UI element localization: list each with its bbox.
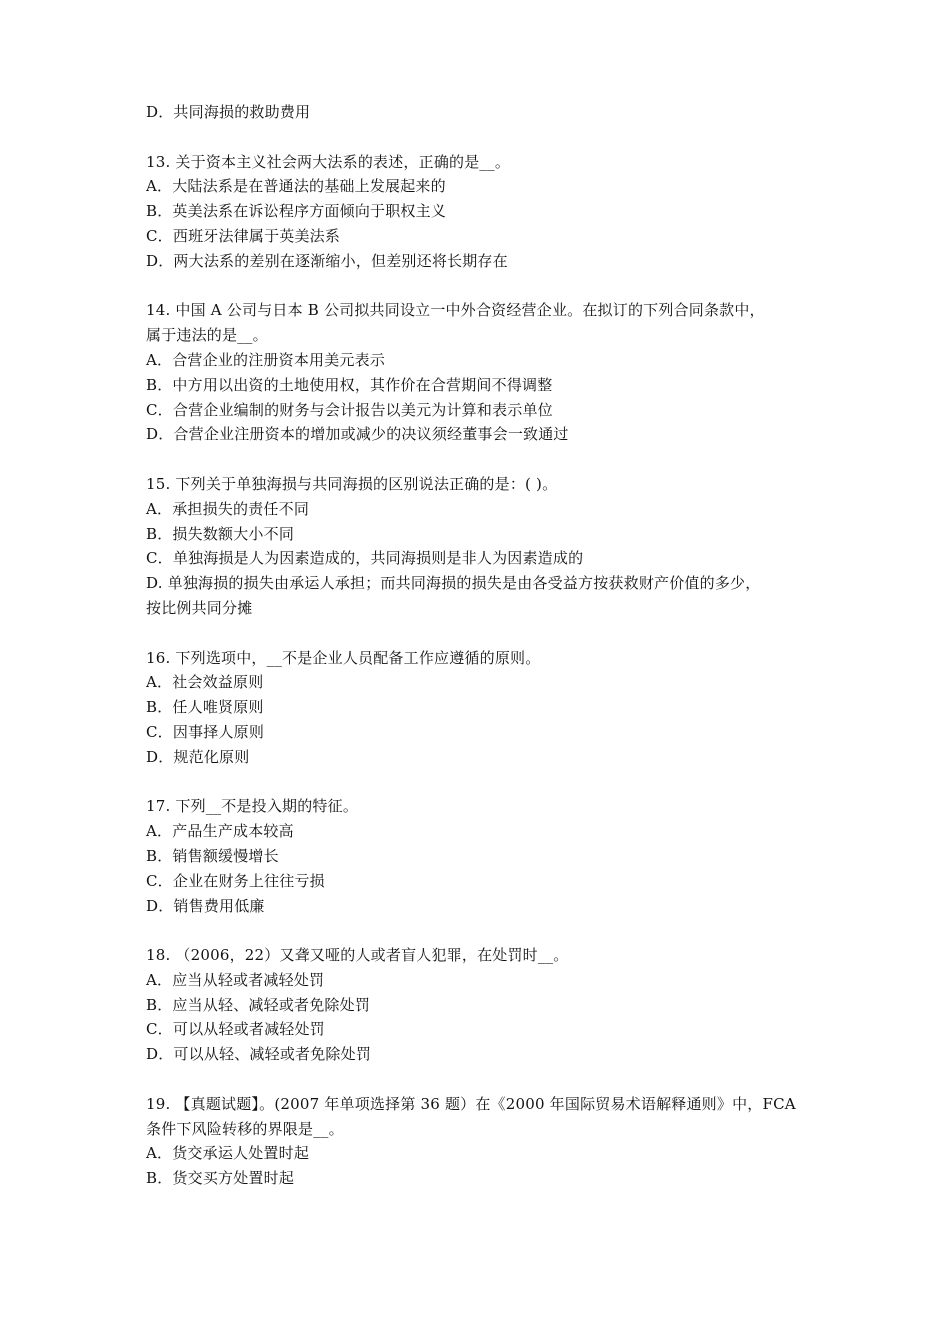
question-13 bbox=[146, 150, 816, 274]
option-d: D. 单独海损的损失由承运人承担；而共同海损的损失是由各受益方按获救财产价值的多少， bbox=[146, 574, 761, 593]
option-d: D．销售费用低廉 bbox=[146, 896, 265, 915]
option-d: D．两大法系的差别在逐渐缩小，但差别还将长期存在 bbox=[146, 251, 508, 270]
option-b: B．应当从轻、减轻或者免除处罚 bbox=[146, 995, 371, 1014]
spacer bbox=[146, 447, 816, 472]
option-a: A．货交承运人处置时起 bbox=[146, 1144, 310, 1163]
option-c: C．西班牙法律属于英美法系 bbox=[146, 226, 341, 245]
option-c: C．企业在财务上往往亏损 bbox=[146, 871, 325, 890]
spacer bbox=[146, 274, 816, 299]
spacer bbox=[146, 1067, 816, 1092]
question-text: 19. 【真题试题】。(2007 年单项选择第 36 题）在《2000 年国际贸易术语解释通则》中，FCA bbox=[146, 1094, 796, 1113]
question-18 bbox=[146, 943, 816, 1067]
option-a: A．承担损失的责任不同 bbox=[146, 499, 310, 518]
option-c: C．合营企业编制的财务与会计报告以美元为计算和表示单位 bbox=[146, 400, 553, 419]
option-a: A．合营企业的注册资本用美元表示 bbox=[146, 350, 386, 369]
option-c: C．单独海损是人为因素造成的，共同海损则是非人为因素造成的 bbox=[146, 549, 584, 568]
question-text: 18. （2006，22）又聋又哑的人或者盲人犯罪，在处罚时__。 bbox=[146, 946, 569, 965]
question-text-continued: 属于违法的是__。 bbox=[146, 326, 268, 345]
option-a: A．大陆法系是在普通法的基础上发展起来的 bbox=[146, 177, 446, 196]
option-c: C．因事择人原则 bbox=[146, 722, 265, 741]
spacer bbox=[146, 621, 816, 646]
option-d: D．可以从轻、减轻或者免除处罚 bbox=[146, 1045, 372, 1064]
document-page bbox=[146, 100, 816, 1191]
question-text: 15. 下列关于单独海损与共同海损的区别说法正确的是：( )。 bbox=[146, 474, 558, 493]
option-a: A．应当从轻或者减轻处罚 bbox=[146, 970, 325, 989]
question-text: 14. 中国 A 公司与日本 B 公司拟共同设立一中外合资经营企业。在拟订的下列合同条款中， bbox=[146, 301, 765, 320]
spacer bbox=[146, 918, 816, 943]
option-d-continued: 按比例共同分摊 bbox=[146, 598, 253, 617]
option-b: B．中方用以出资的土地使用权，其作价在合营期间不得调整 bbox=[146, 375, 553, 394]
option-a: A．社会效益原则 bbox=[146, 673, 264, 692]
question-text: 13. 关于资本主义社会两大法系的表述，正确的是__。 bbox=[146, 152, 511, 171]
question-text: 17. 下列__不是投入期的特征。 bbox=[146, 797, 359, 816]
option-b: B．英美法系在诉讼程序方面倾向于职权主义 bbox=[146, 202, 447, 221]
option-b: B．销售额缓慢增长 bbox=[146, 846, 279, 865]
question-17 bbox=[146, 794, 816, 918]
question-19 bbox=[146, 1092, 816, 1191]
option-b: B．任人唯贤原则 bbox=[146, 698, 264, 717]
option-c: C．可以从轻或者减轻处罚 bbox=[146, 1020, 325, 1039]
option-a: A．产品生产成本较高 bbox=[146, 822, 294, 841]
option-d: D．规范化原则 bbox=[146, 747, 250, 766]
option-b: B．货交买方处置时起 bbox=[146, 1169, 295, 1188]
question-15 bbox=[146, 472, 816, 621]
question-16 bbox=[146, 646, 816, 770]
option-b: B．损失数额大小不同 bbox=[146, 524, 295, 543]
option-d: D．合营企业注册资本的增加或减少的决议须经董事会一致通过 bbox=[146, 425, 569, 444]
question-text: 16. 下列选项中，__不是企业人员配备工作应遵循的原则。 bbox=[146, 648, 541, 667]
lead-option: D．共同海损的救助费用 bbox=[146, 103, 311, 121]
question-14 bbox=[146, 298, 816, 447]
spacer bbox=[146, 125, 816, 150]
question-text-continued: 条件下风险转移的界限是__。 bbox=[146, 1119, 344, 1138]
spacer bbox=[146, 770, 816, 795]
